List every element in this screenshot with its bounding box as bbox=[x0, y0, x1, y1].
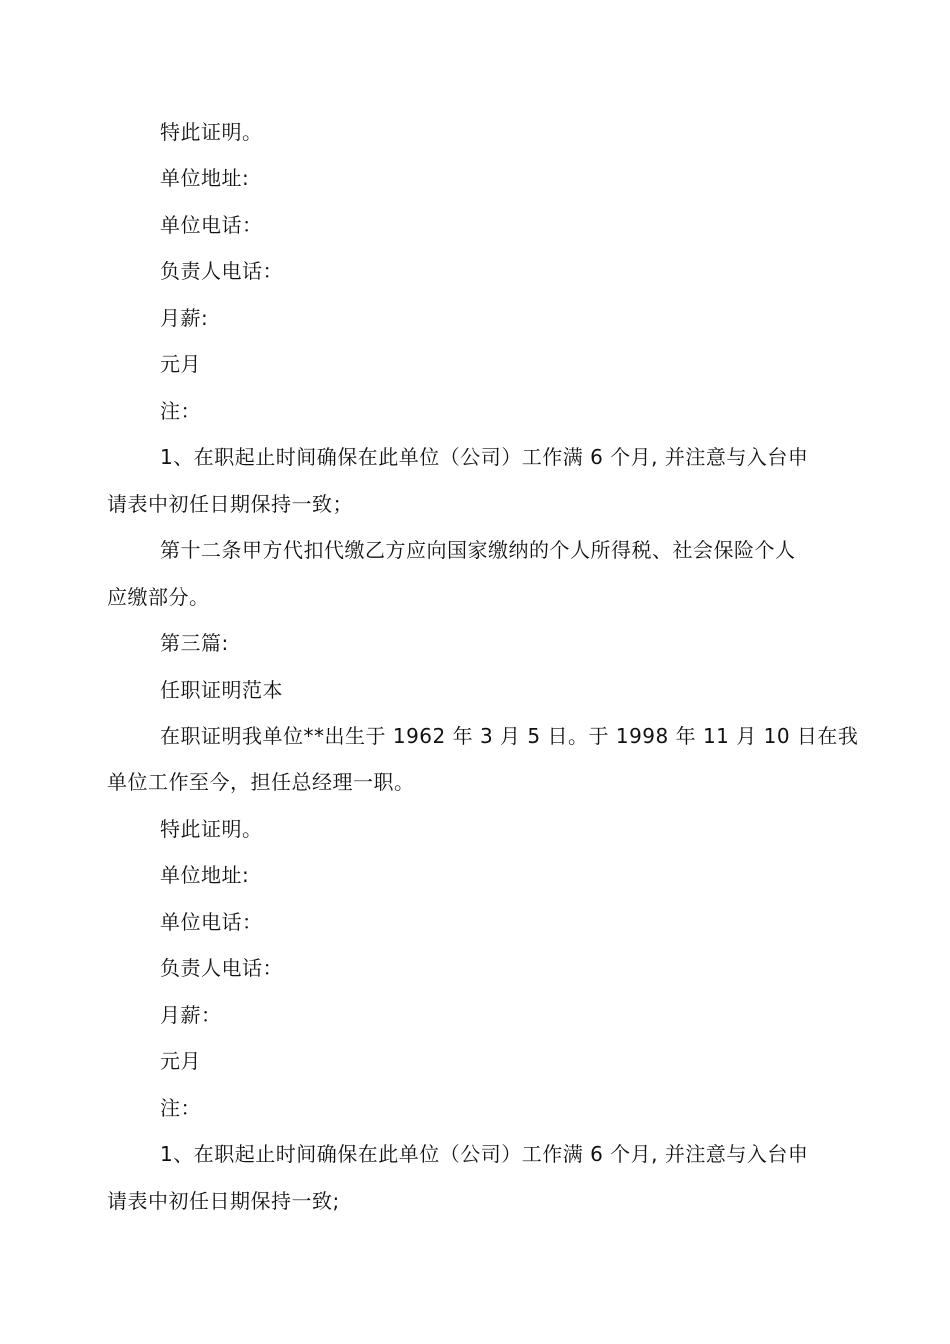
contact-phone-label: 负责人电话： bbox=[160, 259, 283, 283]
note-item-line: 1、在职起止时间确保在此单位（公司）工作满 6 个月, 并注意与入台申 bbox=[160, 1142, 809, 1166]
note-item-continuation: 请表中初任日期保持一致； bbox=[107, 492, 353, 516]
article-paragraph-continuation: 应缴部分。 bbox=[107, 585, 210, 609]
certificate-body-continuation: 单位工作至今，担任总经理一职。 bbox=[107, 770, 415, 794]
certificate-body-line: 在职证明我单位**出生于 1962 年 3 月 5 日。于 1998 年 11 月 10 日在我 bbox=[160, 724, 859, 748]
note-label: 注： bbox=[160, 399, 201, 423]
closing-line: 特此证明。 bbox=[160, 817, 263, 841]
note-item-line: 1、在职起止时间确保在此单位（公司）工作满 6 个月, 并注意与入台申 bbox=[160, 445, 809, 469]
contact-phone-label: 负责人电话： bbox=[160, 956, 283, 980]
salary-unit-line: 元月 bbox=[160, 1049, 201, 1073]
salary-unit-line: 元月 bbox=[160, 352, 201, 376]
monthly-salary-label: 月薪: bbox=[160, 306, 209, 330]
unit-phone-label: 单位电话： bbox=[160, 213, 263, 237]
unit-address-label: 单位地址: bbox=[160, 863, 250, 887]
monthly-salary-label: 月薪： bbox=[160, 1003, 222, 1027]
unit-phone-label: 单位电话： bbox=[160, 910, 263, 934]
note-label: 注： bbox=[160, 1096, 201, 1120]
template-title: 任职证明范本 bbox=[160, 678, 283, 702]
article-paragraph-line: 第十二条甲方代扣代缴乙方应向国家缴纳的个人所得税、社会保险个人 bbox=[160, 538, 796, 562]
unit-address-label: 单位地址: bbox=[160, 166, 250, 190]
note-item-continuation: 请表中初任日期保持一致; bbox=[107, 1189, 340, 1213]
closing-line: 特此证明。 bbox=[160, 120, 263, 144]
section-heading: 第三篇: bbox=[160, 631, 229, 655]
